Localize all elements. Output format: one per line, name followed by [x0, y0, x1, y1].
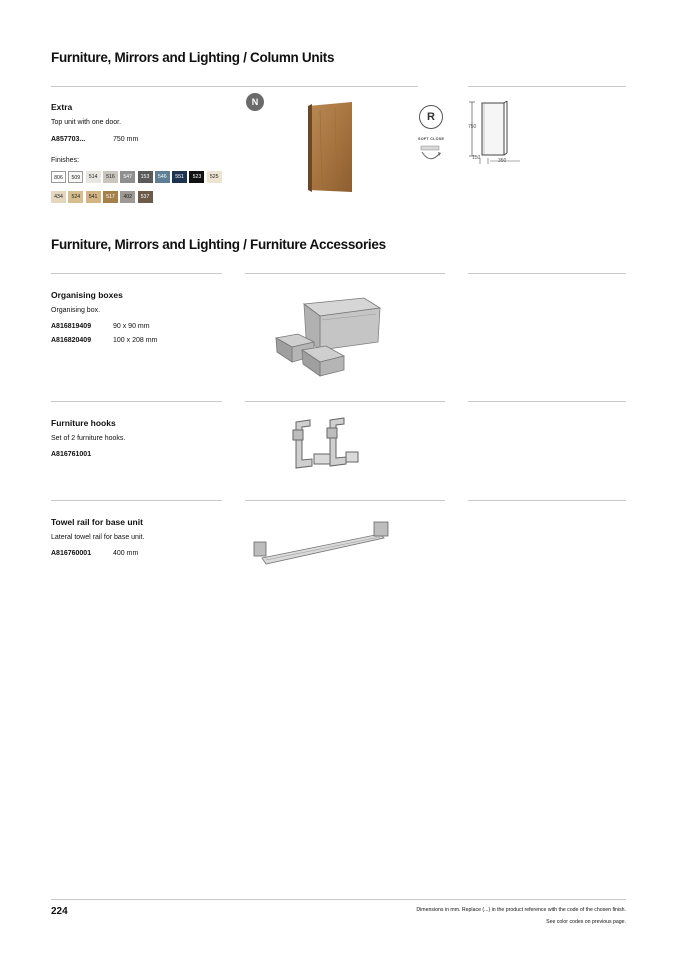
product-size: 90 x 90 mm	[113, 323, 150, 330]
finish-swatch-402: 402	[120, 191, 135, 203]
divider	[468, 86, 626, 87]
divider	[51, 500, 222, 501]
finish-swatch-806: 806	[51, 171, 66, 183]
finish-swatch-546: 546	[155, 171, 170, 183]
organising-boxes-image	[272, 290, 382, 380]
soft-close-icon	[420, 143, 442, 165]
product-description: Lateral towel rail for base unit.	[51, 534, 145, 541]
dim-depth-label: 350	[498, 158, 507, 164]
dim-width-label: 150	[472, 155, 481, 161]
footer-note-dimensions: Dimensions in mm. Replace (...) in the product reference with the code of the chosen finish.	[416, 907, 626, 913]
finish-swatch-516: 516	[103, 171, 118, 183]
furniture-hooks-image	[290, 416, 360, 472]
finish-swatch-525: 525	[207, 171, 222, 183]
divider	[468, 500, 626, 501]
finish-swatch-537: 537	[138, 191, 153, 203]
new-badge: N	[246, 93, 264, 111]
towel-rail-image	[250, 518, 402, 568]
finish-swatch-551: 551	[172, 171, 187, 183]
product-size: 100 x 208 mm	[113, 337, 158, 344]
product-description: Top unit with one door.	[51, 119, 122, 126]
section-title-column-units: Furniture, Mirrors and Lighting / Column Units	[51, 50, 335, 65]
finish-swatch-434: 434	[51, 191, 66, 203]
divider	[468, 401, 626, 402]
dim-height-label: 750	[468, 124, 477, 130]
divider	[51, 401, 222, 402]
product-title-furniture-hooks: Furniture hooks	[51, 418, 116, 428]
divider	[51, 86, 418, 87]
finish-swatch-541: 541	[86, 191, 101, 203]
product-ref: A816819409	[51, 323, 92, 330]
page-number: 224	[51, 906, 68, 917]
product-ref: A816820409	[51, 337, 92, 344]
finish-swatch-547: 547	[120, 171, 135, 183]
product-size: 750 mm	[113, 136, 139, 143]
product-ref: A816760001	[51, 550, 92, 557]
divider	[51, 273, 222, 274]
finish-swatch-524: 524	[68, 191, 83, 203]
finish-swatch-523: 523	[189, 171, 204, 183]
rotation-icon: R	[419, 105, 443, 129]
section-title-furniture-accessories: Furniture, Mirrors and Lighting / Furniture Accessories	[51, 237, 386, 252]
product-ref: A857703...	[51, 136, 86, 143]
finish-swatch-153: 153	[138, 171, 153, 183]
soft-close-label: SOFT CLOSE	[418, 137, 445, 141]
finish-swatch-517: 517	[103, 191, 118, 203]
product-title-towel-rail: Towel rail for base unit	[51, 517, 143, 527]
divider	[245, 401, 445, 402]
product-title-organising-boxes: Organising boxes	[51, 290, 123, 300]
footer-note-colors: See color codes on previous page.	[546, 919, 626, 925]
product-ref: A816761001	[51, 451, 92, 458]
finishes-label: Finishes:	[51, 157, 80, 164]
product-size: 400 mm	[113, 550, 139, 557]
footer-divider	[51, 899, 626, 900]
divider	[468, 273, 626, 274]
finish-swatch-509: 509	[68, 171, 83, 183]
finish-swatch-514: 514	[86, 171, 101, 183]
product-description: Set of 2 furniture hooks.	[51, 435, 126, 442]
divider	[245, 273, 445, 274]
product-description: Organising box.	[51, 307, 101, 314]
product-title-extra: Extra	[51, 102, 73, 112]
column-unit-image	[300, 100, 360, 196]
divider	[245, 500, 445, 501]
